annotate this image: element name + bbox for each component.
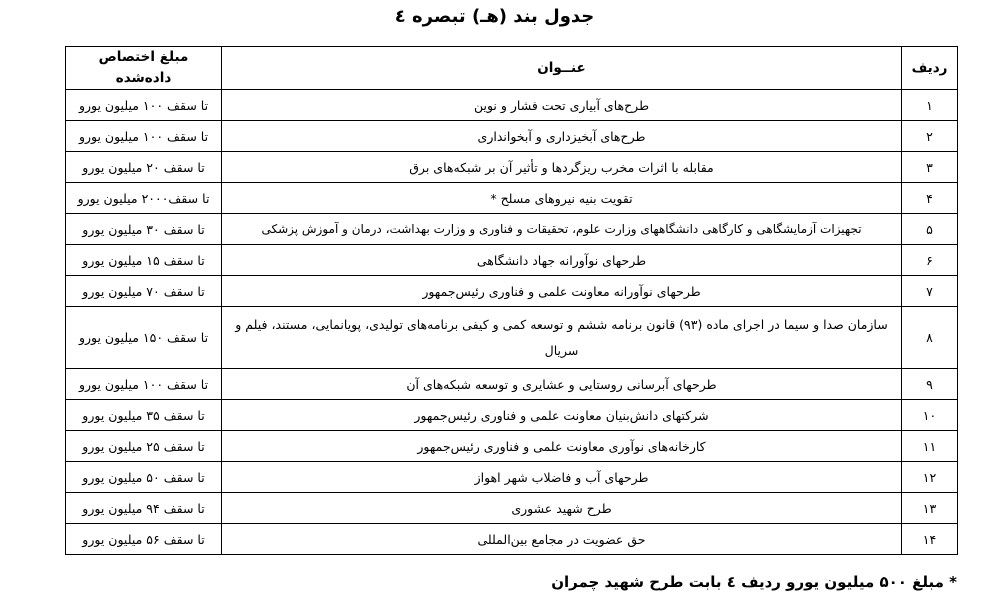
row-amount: تا سقف ۵٠ میلیون یورو [66,462,222,493]
row-amount: تا سقف ٢۵ میلیون یورو [66,431,222,462]
table-row [66,493,958,524]
row-title: طرحهای نوآورانه معاونت علمی و فناوری رئیس‌جمهور [222,276,902,307]
row-title: طرح‌های آبخیزداری و آبخوانداری [222,121,902,152]
row-number: ١ [902,90,958,121]
row-amount: تا سقف ١٠٠ میلیون یورو [66,90,222,121]
table-row [66,276,958,307]
header-amount: مبلغ اختصاص داده‌شده [66,47,222,90]
row-amount: تا سقف ٣٠ میلیون یورو [66,214,222,245]
row-number: ١٣ [902,493,958,524]
table-row [66,90,958,121]
row-amount: تا سقف ١۵ میلیون یورو [66,245,222,276]
row-amount: تا سقف ۵۶ میلیون یورو [66,524,222,555]
table-row [66,524,958,555]
row-title: تجهیزات آزمایشگاهی و کارگاهی دانشگاههای وزارت علوم، تحقیقات و فناوری و وزارت بهداشت، درمان و آموزش پزشکی [222,214,902,245]
row-amount: تا سقف ١٠٠ میلیون یورو [66,121,222,152]
row-amount: تا سقف ٩۴ میلیون یورو [66,493,222,524]
row-number: ٣ [902,152,958,183]
row-title: کارخانه‌های نوآوری معاونت علمی و فناوری رئیس‌جمهور [222,431,902,462]
table-row [66,307,958,369]
row-number: ۵ [902,214,958,245]
table-row [66,462,958,493]
row-title: سازمان صدا و سیما در اجرای ماده (٩٣) قانون برنامه ششم و توسعه کمی و کیفی برنامه‌های تولیدی، پویانمایی، مستند، فیلم و سریال [222,307,902,369]
table-row [66,214,958,245]
row-number: ٨ [902,307,958,369]
row-number: ۶ [902,245,958,276]
table-row [66,121,958,152]
row-title: طرح شهید عشوری [222,493,902,524]
header-title: عنــوان [222,47,902,90]
row-number: ٢ [902,121,958,152]
table-row [66,245,958,276]
row-amount: تا سقف ٣۵ میلیون یورو [66,400,222,431]
table-row [66,369,958,400]
row-title: تقویت بنیه نیروهای مسلح * [222,183,902,214]
table-row [66,431,958,462]
row-amount: تا سقف٢٠٠٠ میلیون یورو [66,183,222,214]
row-title: مقابله با اثرات مخرب ریزگردها و تأثیر آن بر شبکه‌های برق [222,152,902,183]
row-number: ١٢ [902,462,958,493]
row-number: ۴ [902,183,958,214]
table-row [66,400,958,431]
row-amount: تا سقف ١٠٠ میلیون یورو [66,369,222,400]
row-number: ٧ [902,276,958,307]
header-row-number: ردیف [902,47,958,90]
row-title: طرحهای آبرسانی روستایی و عشایری و توسعه شبکه‌های آن [222,369,902,400]
row-amount: تا سقف ١۵٠ میلیون یورو [66,307,222,369]
row-title: طرح‌های آبیاری تحت فشار و نوین [222,90,902,121]
row-amount: تا سقف ٢٠ میلیون یورو [66,152,222,183]
row-number: ١۴ [902,524,958,555]
header-row [66,47,958,90]
row-title: شرکتهای دانش‌بنیان معاونت علمی و فناوری رئیس‌جمهور [222,400,902,431]
allocation-table [65,46,958,555]
row-number: ٩ [902,369,958,400]
table-row [66,152,958,183]
row-number: ١٠ [902,400,958,431]
table-row [66,183,958,214]
row-title: طرحهای نوآورانه جهاد دانشگاهی [222,245,902,276]
row-number: ١١ [902,431,958,462]
footnote: * مبلغ ۵٠٠ میلیون یورو ردیف ٤ بابت طرح شهید چمران [551,573,957,591]
row-title: حق عضویت در مجامع بین‌المللی [222,524,902,555]
row-amount: تا سقف ٧٠ میلیون یورو [66,276,222,307]
row-title: طرحهای آب و فاضلاب شهر اهواز [222,462,902,493]
table-title: جدول بند (هـ) تبصره ٤ [394,6,595,27]
